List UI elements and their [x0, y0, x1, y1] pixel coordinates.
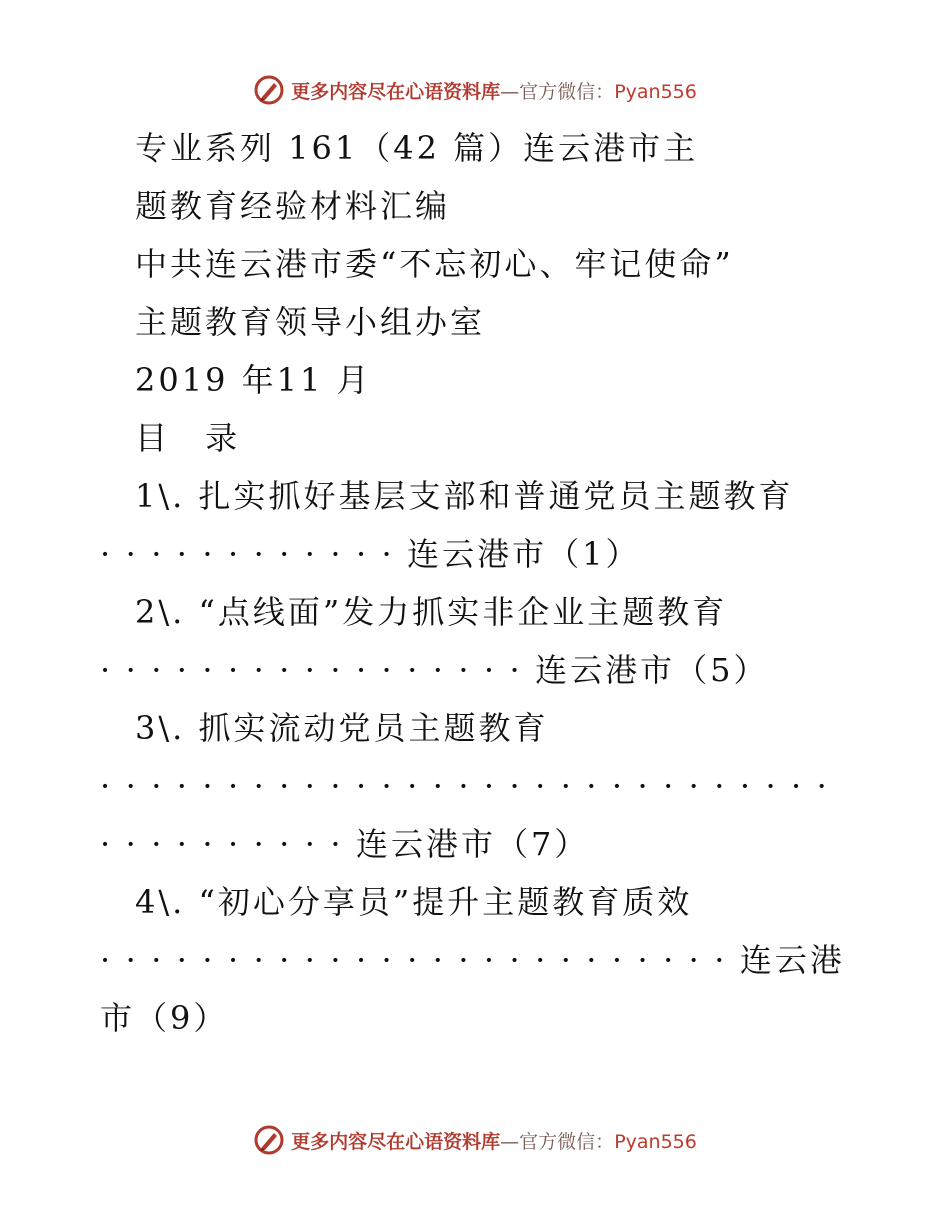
document-title-line-2: 题教育经验材料汇编: [135, 187, 451, 225]
watermark-text: [291, 1127, 697, 1154]
toc-item-source: 连云港市（7）: [355, 825, 590, 863]
watermark-banner-top: [0, 70, 950, 110]
issuer-line-1: 中共连云港市委“不忘初心、牢记使命”: [135, 245, 734, 283]
dot-leader: · · · · · · · · · · · · · · · · ·: [100, 651, 520, 689]
toc-item-title: 1\. 扎实抓好基层支部和普通党员主题教育: [135, 477, 794, 515]
document-date: 2019 年11 月: [135, 361, 372, 399]
toc-item-source-continued: 市（9）: [100, 999, 229, 1037]
toc-item-leader: [100, 766, 842, 806]
toc-item-source: 连云港市（1）: [407, 535, 641, 573]
dot-leader: · · · · · · · · · · · · · · · · · · · · · · · · ·: [100, 941, 725, 979]
watermark-id: Pyan556: [614, 80, 697, 103]
toc-heading: 目 录: [135, 419, 252, 457]
watermark-sep: —官方微信：: [500, 1130, 615, 1153]
dot-leader: · · · · · · · · · ·: [100, 825, 341, 863]
watermark-id: Pyan556: [614, 1130, 697, 1153]
toc-item-source: 连云港: [739, 941, 845, 979]
issuer-line-2: 主题教育领导小组办室: [135, 303, 486, 341]
watermark-text: [291, 77, 697, 104]
toc-item-title: 2\. “点线面”发力抓实非企业主题教育: [135, 593, 728, 631]
toc-item-leader: [100, 940, 845, 980]
watermark-banner-bottom: [0, 1120, 950, 1160]
toc-item-title: 3\. 抓实流动党员主题教育: [135, 709, 549, 747]
document-title-line-1: 专业系列 161（42 篇）连云港市主: [135, 129, 699, 167]
dot-leader: · · · · · · · · · · · ·: [100, 535, 392, 573]
watermark-sep: —官方微信：: [500, 80, 615, 103]
toc-item-source: 连云港市（5）: [535, 651, 769, 689]
pen-logo-icon: [253, 1124, 285, 1156]
toc-item-leader: [100, 534, 641, 574]
toc-item-title: 4\. “初心分享员”提升主题教育质效: [135, 883, 693, 921]
watermark-main: 更多内容尽在心语资料库: [291, 80, 501, 103]
dot-leader: · · · · · · · · · · · · · · · · · · · · · · · · · · · · ·: [100, 767, 827, 805]
watermark-main: 更多内容尽在心语资料库: [291, 1130, 501, 1153]
toc-item-leader: [100, 824, 589, 864]
pen-logo-icon: [253, 74, 285, 106]
toc-item-leader: [100, 650, 768, 690]
